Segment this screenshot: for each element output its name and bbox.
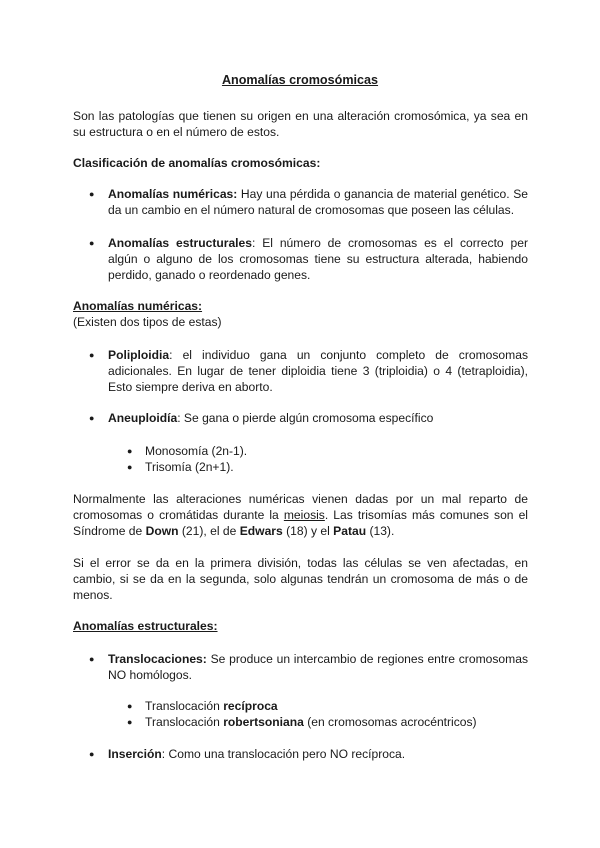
text-structural: : El número de cromosomas es el correcto per algún o alguno de los cromosomas tiene su estructura alterada, habiendo perdido, ganado o reordenado genes. bbox=[108, 236, 528, 282]
text-span: (13). bbox=[366, 524, 395, 538]
bullet-icon: ● bbox=[89, 413, 95, 423]
subitem-reciproca bbox=[145, 698, 528, 714]
term-structural: Anomalías estructurales bbox=[108, 236, 252, 250]
numeric-paragraph-1 bbox=[73, 491, 528, 539]
bullet-icon: ● bbox=[89, 654, 95, 664]
numeric-heading: Anomalías numéricas: bbox=[73, 299, 203, 313]
term-robertsoniana: robertsoniana bbox=[223, 715, 304, 729]
subitem-monosomia: Monosomía (2n-1). bbox=[145, 444, 248, 458]
document-title: Anomalías cromosómicas bbox=[221, 73, 379, 87]
text-span: Translocación bbox=[145, 715, 224, 729]
text-span: Normalmente las alteraciones numéricas vienen dadas por un mal reparto de cromosomas o cromátidas durante la bbox=[73, 492, 528, 522]
term-translocaciones: Translocaciones: bbox=[108, 652, 207, 666]
list-item-structural bbox=[108, 235, 528, 283]
syndrome-edwars: Edwars bbox=[239, 524, 283, 538]
bullet-icon: ● bbox=[127, 446, 133, 456]
subitem-trisomia: Trisomía (2n+1). bbox=[145, 460, 234, 474]
classification-heading: Clasificación de anomalías cromosómicas: bbox=[73, 156, 321, 170]
bullet-icon: ● bbox=[89, 189, 95, 199]
intro-paragraph: Son las patologías que tienen su origen en una alteración cromosómica, ya sea en su estructura o en el número de estos. bbox=[73, 109, 528, 139]
meiosis-link[interactable]: meiosis bbox=[283, 508, 325, 522]
subitem-robertsoniana bbox=[145, 714, 528, 730]
list-item-numeric bbox=[108, 186, 528, 218]
term-poliploidia: Poliploidia bbox=[108, 348, 170, 362]
text-translocaciones: Se produce un intercambio de regiones entre cromosomas NO homólogos. bbox=[108, 652, 528, 682]
text-span: (en cromosomas acrocéntricos) bbox=[303, 715, 477, 729]
bullet-icon: ● bbox=[89, 350, 95, 360]
bullet-icon: ● bbox=[89, 238, 95, 248]
text-aneuploidia: : Se gana o pierde algún cromosoma específico bbox=[177, 411, 434, 425]
text-span: (21), el de bbox=[178, 524, 240, 538]
bullet-icon: ● bbox=[127, 701, 133, 711]
syndrome-patau: Patau bbox=[333, 524, 367, 538]
bullet-icon: ● bbox=[127, 462, 133, 472]
structural-heading: Anomalías estructurales: bbox=[73, 619, 218, 633]
text-insercion: : Como una translocación pero NO recíproca. bbox=[161, 747, 406, 761]
list-item-aneuploidia bbox=[108, 410, 528, 426]
text-span: . Las trisomías más comunes son el Síndrome de bbox=[73, 508, 528, 538]
numeric-subheading: (Existen dos tipos de estas) bbox=[73, 315, 222, 329]
list-item-insercion bbox=[108, 746, 528, 762]
text-poliploidia: : el individuo gana un conjunto completo de cromosomas adicionales. En lugar de tener diploidia tiene 3 (triploidia) o 4 (tetraploidia), Esto siempre deriva en aborto. bbox=[108, 348, 528, 394]
term-insercion: Inserción bbox=[108, 747, 162, 761]
list-item-poliploidia bbox=[108, 347, 528, 395]
text-span: Translocación bbox=[145, 699, 224, 713]
bullet-icon: ● bbox=[127, 717, 133, 727]
list-item-translocaciones bbox=[108, 651, 528, 683]
text-span: (18) y el bbox=[282, 524, 334, 538]
text-numeric: Hay una pérdida o ganancia de material genético. Se da un cambio en el número natural de cromosomas que poseen las células. bbox=[108, 187, 528, 217]
term-aneuploidia: Aneuploidía bbox=[108, 411, 178, 425]
term-numeric: Anomalías numéricas: bbox=[108, 187, 238, 201]
bullet-icon: ● bbox=[89, 749, 95, 759]
syndrome-down: Down bbox=[145, 524, 179, 538]
numeric-paragraph-2: Si el error se da en la primera división, todas las células se ven afectadas, en cambio, si se da en la segunda, solo algunas tendrán un cromosoma de más o de menos. bbox=[73, 556, 528, 602]
term-reciproca: recíproca bbox=[223, 699, 278, 713]
